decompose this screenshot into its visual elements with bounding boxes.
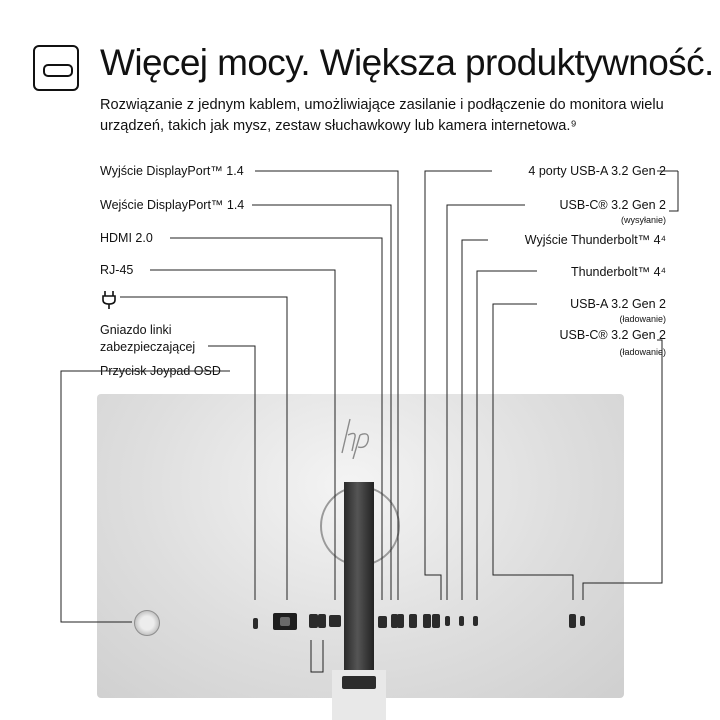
label-thunderbolt: Thunderbolt™ 4⁴ — [570, 265, 666, 279]
label-displayport-in: Wejście DisplayPort™ 1.4 — [100, 198, 245, 212]
note-charging-a: (ładowanie) — [619, 314, 666, 324]
label-rj45: RJ-45 — [100, 263, 134, 277]
label-usb-a-charging: USB-A 3.2 Gen 2 — [570, 297, 666, 311]
label-displayport-out: Wyjście DisplayPort™ 1.4 — [100, 164, 244, 178]
label-lock-line2: zabezpieczającej — [100, 340, 196, 354]
label-usb-c-charging: USB-C® 3.2 Gen 2 — [559, 328, 666, 342]
note-upstream: (wysyłanie) — [620, 215, 666, 225]
subline: Rozwiązanie z jednym kablem, umożliwiające zasilanie i podłączenie do monitora wielu urządzeń, takich jak mysz, zestaw słuchawkowy lub kamera internetowa.⁹ — [100, 97, 664, 134]
label-hdmi: HDMI 2.0 — [100, 231, 153, 245]
label-joypad: Przycisk Joypad OSD — [100, 364, 221, 378]
headline: Więcej mocy. Większa produktywność. — [100, 42, 714, 83]
label-usb-c-upstream: USB-C® 3.2 Gen 2 — [559, 198, 666, 212]
label-thunderbolt-out: Wyjście Thunderbolt™ 4⁴ — [524, 233, 666, 247]
label-usb-a-4-ports: 4 porty USB-A 3.2 Gen 2 — [528, 164, 666, 178]
note-charging-c: (ładowanie) — [619, 347, 666, 357]
label-lock-line1: Gniazdo linki — [100, 323, 172, 337]
